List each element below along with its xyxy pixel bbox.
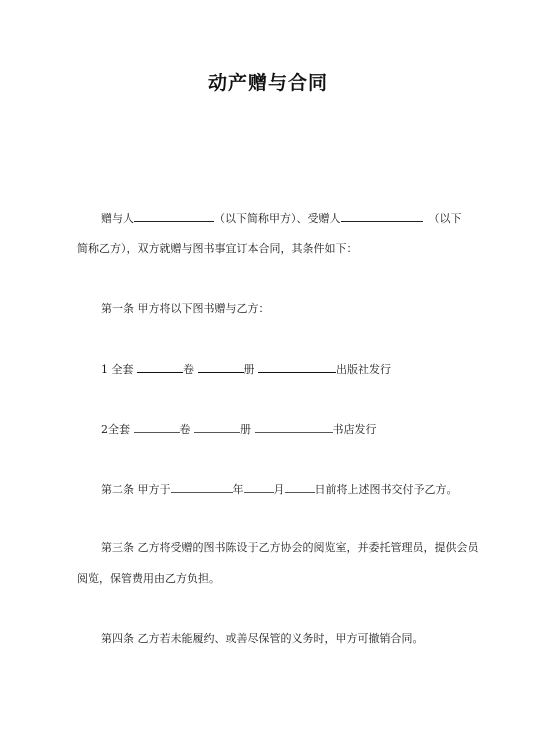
donor-suffix: （以下简称甲方）、受赠人	[214, 212, 341, 225]
article-2-prefix: 第二条 甲方于	[101, 483, 171, 496]
item-2-volume-unit: 卷	[179, 423, 191, 436]
item-2-book-unit: 册	[240, 423, 251, 436]
article-3-line-2: 阅览，保管费用由乙方负担。	[77, 572, 220, 585]
item-2-store-blank[interactable]	[255, 421, 333, 433]
donee-blank[interactable]	[341, 210, 423, 222]
item-2-suffix: 书店发行	[332, 423, 377, 436]
article-1-item-1	[101, 361, 391, 377]
intro-line-2: 简称乙方），双方就赠与图书事宜订本合同，其条件如下：	[77, 242, 358, 255]
item-1-book-unit: 册	[243, 363, 255, 376]
article-2-suffix: 日前将上述图书交付予乙方。	[314, 483, 458, 496]
article-1-item-2	[101, 421, 377, 437]
article-4: 第四条 乙方若未能履约、或善尽保管的义务时，甲方可撤销合同。	[101, 632, 424, 645]
article-1-heading: 第一条 甲方将以下图书赠与乙方：	[101, 302, 270, 315]
article-2-day-blank[interactable]	[285, 481, 315, 493]
item-2-book-blank[interactable]	[194, 421, 240, 433]
article-2-year-blank[interactable]	[171, 481, 233, 493]
item-1-prefix: 1 全套	[101, 363, 134, 376]
donee-suffix: （以下	[428, 212, 462, 225]
item-1-volume-unit: 卷	[183, 363, 194, 376]
item-2-volume-blank[interactable]	[134, 421, 180, 433]
article-3-line-1: 第三条 乙方将受赠的图书陈设于乙方协会的阅览室，并委托管理员，提供会员	[101, 541, 479, 554]
donor-label: 赠与人	[101, 212, 134, 225]
item-1-volume-blank[interactable]	[137, 361, 183, 373]
item-1-publisher-blank[interactable]	[258, 361, 336, 373]
page-title: 动产赠与合同	[207, 72, 328, 94]
intro-line-1	[101, 210, 462, 226]
item-1-book-blank[interactable]	[198, 361, 244, 373]
article-2-year-unit: 年	[232, 483, 244, 496]
article-2-month-blank[interactable]	[244, 481, 274, 493]
donor-blank[interactable]	[134, 210, 214, 222]
item-1-suffix: 出版社发行	[336, 363, 391, 376]
article-2	[101, 481, 458, 497]
item-2-prefix: 2全套	[101, 423, 130, 436]
article-2-month-unit: 月	[273, 483, 285, 496]
